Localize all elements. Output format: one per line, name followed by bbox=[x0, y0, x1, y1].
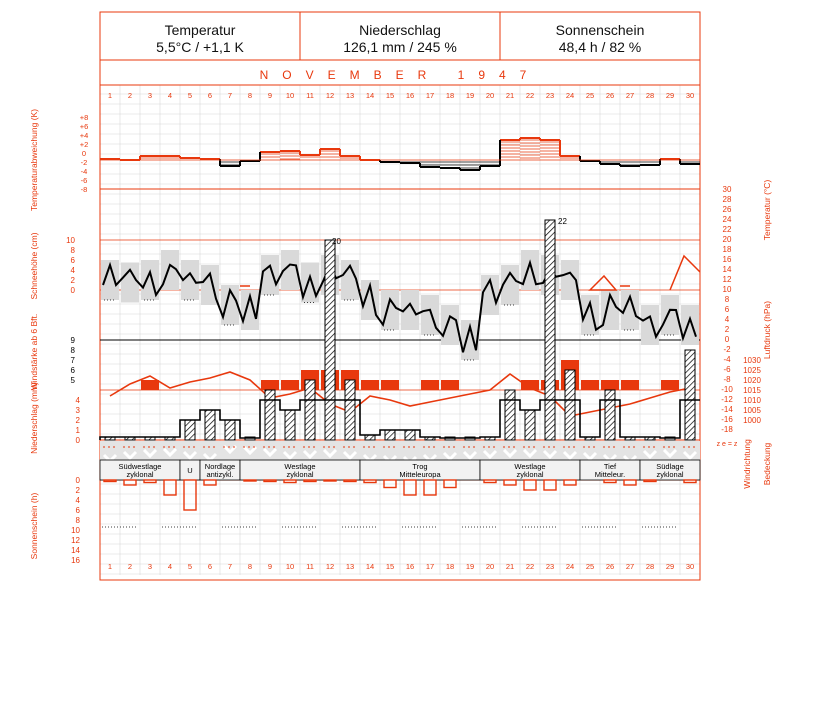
precip-bar bbox=[185, 420, 195, 440]
day-label-top: 8 bbox=[247, 91, 253, 100]
weather-type-label: Südwestlage bbox=[118, 462, 162, 471]
day-label-bottom: 14 bbox=[365, 562, 375, 571]
weather-type-label: Westlage bbox=[284, 462, 316, 471]
day-label-bottom: 17 bbox=[425, 562, 435, 571]
sunshine-tick: 0 bbox=[75, 476, 80, 485]
temp-tick: -8 bbox=[723, 375, 731, 384]
temp-tick: 14 bbox=[722, 265, 732, 274]
day-label-top: 6 bbox=[207, 91, 213, 100]
anomaly-tick: +8 bbox=[79, 113, 89, 122]
precip-bar bbox=[685, 350, 695, 440]
snow-tick: 0 bbox=[70, 286, 75, 295]
weather-type-label: Tief bbox=[603, 462, 617, 471]
wind-bar bbox=[261, 380, 279, 390]
day-label-bottom: 3 bbox=[147, 562, 153, 571]
weather-type-label: U bbox=[187, 466, 193, 475]
snow-axis-label: Schneehöhe (cm) bbox=[29, 232, 39, 300]
precip-bar bbox=[265, 390, 275, 440]
sunshine-tick: 6 bbox=[75, 506, 80, 515]
sunshine-bar bbox=[244, 480, 256, 481]
header-precipitation-value: 126,1 mm / 245 % bbox=[343, 39, 457, 55]
day-label-top: 26 bbox=[605, 91, 615, 100]
temp-tick: -6 bbox=[723, 365, 731, 374]
temp-tick: -2 bbox=[723, 345, 731, 354]
temp-tick: -18 bbox=[721, 425, 733, 434]
wind-bar bbox=[281, 380, 299, 390]
precip-bar bbox=[285, 410, 295, 440]
wind-tick: 8 bbox=[70, 346, 75, 355]
day-label-bottom: 12 bbox=[325, 562, 335, 571]
sunshine-tick: 4 bbox=[75, 496, 80, 505]
day-label-bottom: 22 bbox=[525, 562, 535, 571]
wind-bar bbox=[661, 380, 679, 390]
header-sunshine-value: 48,4 h / 82 % bbox=[558, 39, 642, 55]
pressure-tick: 1015 bbox=[743, 386, 761, 395]
wind-axis-label: Windstärke ab 6 Bft. bbox=[29, 313, 39, 391]
header-precipitation-title: Niederschlag bbox=[359, 22, 441, 38]
day-label-top: 16 bbox=[405, 91, 415, 100]
precip-bar bbox=[305, 380, 315, 440]
sunshine-tick: 2 bbox=[75, 486, 80, 495]
temp-tick: -4 bbox=[723, 355, 731, 364]
temp-tick: 30 bbox=[722, 185, 732, 194]
day-label-top: 9 bbox=[267, 91, 273, 100]
precip-bar bbox=[525, 410, 535, 440]
temp-tick: 22 bbox=[722, 225, 732, 234]
day-label-bottom: 9 bbox=[267, 562, 273, 571]
temp-tick: 28 bbox=[722, 195, 732, 204]
header-sunshine-title: Sonnenschein bbox=[555, 22, 645, 38]
snow-tick: 10 bbox=[66, 236, 75, 245]
day-label-top: 18 bbox=[445, 91, 455, 100]
anomaly-tick: 0 bbox=[81, 149, 87, 158]
pressure-tick: 1005 bbox=[743, 406, 761, 415]
day-label-top: 30 bbox=[685, 91, 695, 100]
temp-axis-label: Temperatur (°C) bbox=[762, 179, 772, 241]
wind-dir-marks: z e = z bbox=[716, 441, 738, 448]
anomaly-tick: +4 bbox=[79, 131, 89, 140]
day-label-bottom: 13 bbox=[345, 562, 355, 571]
day-label-bottom: 4 bbox=[167, 562, 173, 571]
precip-bar bbox=[405, 430, 415, 440]
sunshine-axis-label: Sonnenschein (h) bbox=[29, 492, 39, 560]
day-label-top: 28 bbox=[645, 91, 655, 100]
weather-type-label: Südlage bbox=[656, 462, 684, 471]
wind-bar bbox=[621, 380, 639, 390]
wind-bar bbox=[421, 380, 439, 390]
temp-tick: -14 bbox=[721, 405, 733, 414]
header-temperature-value: 5,5°C / +1,1 K bbox=[156, 39, 244, 55]
header-temperature-title: Temperatur bbox=[164, 22, 236, 38]
anomaly-tick: -2 bbox=[80, 158, 88, 167]
day-label-top: 25 bbox=[585, 91, 595, 100]
day-label-bottom: 6 bbox=[207, 562, 213, 571]
temp-tick: -12 bbox=[721, 395, 733, 404]
precip-bar bbox=[385, 430, 395, 440]
weather-type-label: Nordlage bbox=[204, 462, 236, 471]
day-label-top: 2 bbox=[127, 91, 133, 100]
sunshine-tick: 14 bbox=[71, 546, 80, 555]
day-label-bottom: 23 bbox=[545, 562, 555, 571]
precip-tick: 0 bbox=[75, 436, 80, 445]
temp-tick: 0 bbox=[724, 335, 730, 344]
temp-tick: 4 bbox=[724, 315, 730, 324]
snow-tick: 2 bbox=[70, 276, 75, 285]
sunshine-bar bbox=[324, 480, 336, 481]
day-label-top: 14 bbox=[365, 91, 375, 100]
wind-bar bbox=[601, 380, 619, 390]
weather-type-label: zyklonal bbox=[126, 470, 154, 479]
precip-bar bbox=[345, 380, 355, 440]
day-label-bottom: 11 bbox=[306, 562, 314, 571]
day-label-top: 19 bbox=[465, 91, 475, 100]
sunshine-bar bbox=[684, 480, 696, 483]
weather-type-label: Trog bbox=[412, 462, 428, 471]
weather-type-label: Westlage bbox=[514, 462, 546, 471]
snow-value-label: 22 bbox=[558, 217, 567, 226]
sunshine-bar bbox=[344, 480, 356, 482]
day-label-bottom: 27 bbox=[625, 562, 635, 571]
temp-tick: 8 bbox=[724, 295, 730, 304]
snow-tick: 4 bbox=[70, 266, 75, 275]
day-label-top: 23 bbox=[545, 91, 555, 100]
precip-tick: 3 bbox=[75, 406, 80, 415]
temp-tick: 26 bbox=[722, 205, 732, 214]
temp-tick: 10 bbox=[722, 285, 732, 294]
weather-type-label: zyklonal bbox=[656, 470, 684, 479]
day-label-top: 24 bbox=[565, 91, 575, 100]
precip-tick: 1 bbox=[75, 426, 80, 435]
weather-type-label: antizykl. bbox=[206, 470, 234, 479]
sunshine-bar bbox=[104, 480, 116, 482]
pressure-tick: 1010 bbox=[743, 396, 761, 405]
day-label-top: 17 bbox=[425, 91, 435, 100]
wind-bar bbox=[581, 380, 599, 390]
sunshine-tick: 16 bbox=[71, 556, 80, 565]
day-label-top: 22 bbox=[525, 91, 535, 100]
day-label-top: 5 bbox=[187, 91, 193, 100]
weather-type-label: zyklonal bbox=[286, 470, 314, 479]
day-label-top: 11 bbox=[306, 91, 314, 100]
day-label-bottom: 19 bbox=[465, 562, 475, 571]
precip-bar bbox=[565, 370, 575, 440]
precip-axis-label: Niederschlag (mm) bbox=[29, 382, 39, 454]
sunshine-bar bbox=[604, 480, 616, 483]
anomaly-tick: -8 bbox=[80, 185, 88, 194]
precip-bar bbox=[325, 240, 335, 440]
sunshine-bar bbox=[524, 480, 536, 490]
weather-type-label: zyklonal bbox=[516, 470, 544, 479]
temp-tick: -16 bbox=[721, 415, 733, 424]
sunshine-bar bbox=[424, 480, 436, 495]
sunshine-bar bbox=[184, 480, 196, 510]
sunshine-bar bbox=[404, 480, 416, 495]
day-label-bottom: 26 bbox=[605, 562, 615, 571]
temp-range-bar bbox=[261, 255, 279, 295]
sunshine-bar bbox=[644, 480, 656, 482]
day-label-bottom: 15 bbox=[385, 562, 395, 571]
temp-tick: 12 bbox=[722, 275, 732, 284]
pressure-tick: 1020 bbox=[743, 376, 761, 385]
sunshine-bar bbox=[304, 480, 316, 482]
snow-tick: 6 bbox=[70, 256, 75, 265]
day-label-top: 1 bbox=[107, 91, 113, 100]
day-label-bottom: 25 bbox=[585, 562, 595, 571]
sunshine-bar bbox=[264, 480, 276, 482]
pressure-axis-label: Luftdruck (hPa) bbox=[762, 300, 772, 360]
day-label-top: 27 bbox=[625, 91, 635, 100]
temp-tick: 18 bbox=[722, 245, 732, 254]
precip-tick: 4 bbox=[75, 396, 80, 405]
snow-value-label: 20 bbox=[332, 237, 341, 246]
precip-bar bbox=[225, 420, 235, 440]
day-label-bottom: 7 bbox=[227, 562, 233, 571]
weather-type-label: Mitteleuropa bbox=[399, 470, 441, 479]
day-label-top: 3 bbox=[147, 91, 153, 100]
pressure-tick: 1025 bbox=[743, 366, 761, 375]
temp-tick: 6 bbox=[724, 305, 730, 314]
wind-tick: 7 bbox=[70, 356, 75, 365]
snow-marker bbox=[590, 276, 616, 290]
precip-bar bbox=[205, 410, 215, 440]
precip-bar bbox=[605, 390, 615, 440]
day-label-bottom: 30 bbox=[685, 562, 695, 571]
day-label-bottom: 29 bbox=[665, 562, 675, 571]
sunshine-bar bbox=[484, 480, 496, 483]
day-label-bottom: 2 bbox=[127, 562, 133, 571]
day-label-top: 12 bbox=[325, 91, 335, 100]
anomaly-tick: -6 bbox=[80, 176, 88, 185]
day-label-bottom: 21 bbox=[505, 562, 515, 571]
day-label-bottom: 8 bbox=[247, 562, 253, 571]
day-label-top: 20 bbox=[485, 91, 495, 100]
day-label-top: 21 bbox=[505, 91, 515, 100]
sunshine-bar bbox=[364, 480, 376, 483]
precip-bar bbox=[545, 220, 555, 440]
cloud-axis-label: Bedeckung bbox=[762, 442, 772, 486]
wind-bar bbox=[361, 380, 379, 390]
pressure-tick: 1000 bbox=[743, 416, 761, 425]
anomaly-tick: +2 bbox=[79, 140, 89, 149]
sunshine-bar bbox=[144, 480, 156, 483]
sunshine-tick: 10 bbox=[71, 526, 80, 535]
wind-direction-axis-label: Windrichtung bbox=[742, 439, 752, 489]
temp-range-bar bbox=[641, 305, 659, 345]
snow-marker bbox=[670, 256, 700, 290]
day-label-bottom: 18 bbox=[445, 562, 455, 571]
day-label-top: 29 bbox=[665, 91, 675, 100]
wind-bar bbox=[441, 380, 459, 390]
wind-tick: 5 bbox=[70, 376, 75, 385]
day-label-top: 13 bbox=[345, 91, 355, 100]
temperature-line bbox=[103, 263, 696, 353]
day-label-top: 10 bbox=[285, 91, 295, 100]
snow-tick: 8 bbox=[70, 246, 75, 255]
sunshine-bar bbox=[164, 480, 176, 495]
wind-tick: 9 bbox=[70, 336, 75, 345]
wind-tick: 6 bbox=[70, 366, 75, 375]
sunshine-tick: 12 bbox=[71, 536, 80, 545]
temp-tick: 20 bbox=[722, 235, 732, 244]
precip-bar bbox=[505, 390, 515, 440]
day-label-bottom: 16 bbox=[405, 562, 415, 571]
day-label-top: 7 bbox=[227, 91, 233, 100]
sunshine-bar bbox=[284, 480, 296, 483]
anomaly-tick: +6 bbox=[79, 122, 89, 131]
day-label-bottom: 20 bbox=[485, 562, 495, 571]
day-label-bottom: 10 bbox=[285, 562, 295, 571]
sunshine-bar bbox=[544, 480, 556, 490]
day-label-bottom: 5 bbox=[187, 562, 193, 571]
day-label-bottom: 24 bbox=[565, 562, 575, 571]
temp-tick: 24 bbox=[722, 215, 732, 224]
month-title: NOVEMBER 1947 bbox=[259, 68, 541, 82]
temp-tick: 16 bbox=[722, 255, 732, 264]
wind-bar bbox=[141, 380, 159, 390]
weather-type-label: Mitteleur. bbox=[594, 470, 626, 479]
temp-anomaly-axis-label: Temperaturabweichung (K) bbox=[29, 108, 39, 212]
pressure-tick: 1030 bbox=[743, 356, 761, 365]
wind-bar bbox=[381, 380, 399, 390]
day-label-bottom: 28 bbox=[645, 562, 655, 571]
day-label-top: 4 bbox=[167, 91, 173, 100]
day-label-top: 15 bbox=[385, 91, 395, 100]
anomaly-tick: -4 bbox=[80, 167, 88, 176]
temp-tick: 2 bbox=[724, 325, 730, 334]
precip-tick: 2 bbox=[75, 416, 80, 425]
sunshine-tick: 8 bbox=[75, 516, 80, 525]
day-label-bottom: 1 bbox=[107, 562, 113, 571]
temp-tick: -10 bbox=[721, 385, 733, 394]
